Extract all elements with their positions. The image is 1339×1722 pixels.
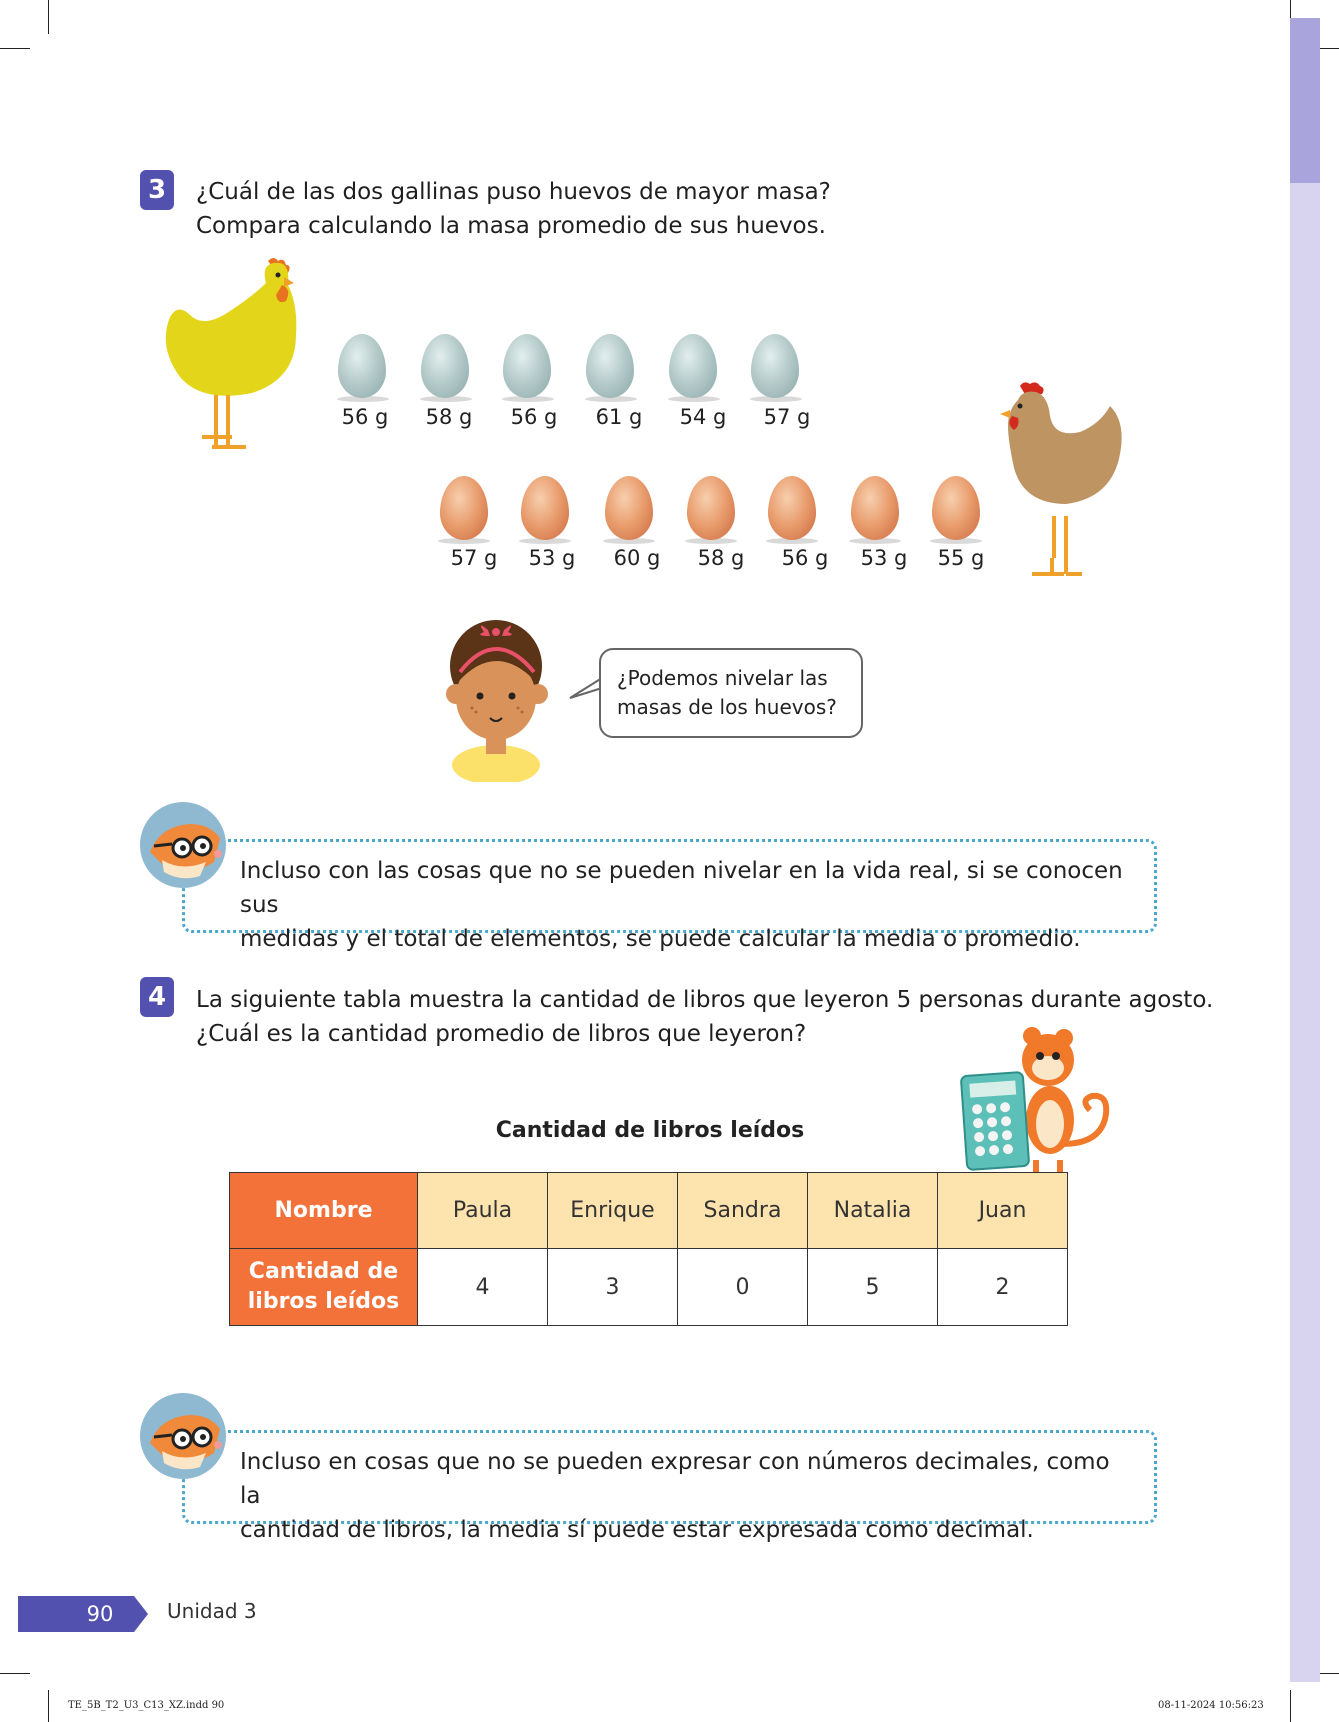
table-cell-count: 0 [678, 1249, 808, 1326]
brown-egg [687, 476, 735, 540]
print-timestamp: 08-11-2024 10:56:23 [1158, 1700, 1264, 1711]
speech-line: masas de los huevos? [617, 695, 837, 719]
brown-egg [605, 476, 653, 540]
crop-mark [48, 0, 49, 34]
brown-hen-illustration [996, 382, 1136, 582]
egg-mass-label: 61 g [595, 405, 643, 429]
question-line: Compara calculando la masa promedio de sus huevos. [196, 213, 826, 239]
crop-mark [48, 1690, 49, 1722]
question-line: ¿Cuál es la cantidad promedio de libros que leyeron? [196, 1021, 807, 1047]
blue-egg [503, 334, 551, 398]
egg-mass-label: 53 g [528, 546, 576, 570]
table-cell-name: Enrique [548, 1173, 678, 1249]
blue-egg [586, 334, 634, 398]
brown-egg [440, 476, 488, 540]
crop-mark [1290, 1690, 1291, 1722]
egg-mass-label: 57 g [450, 546, 498, 570]
exercise-3-question [196, 175, 831, 243]
crop-mark [0, 1673, 30, 1674]
question-line: ¿Cuál de las dos gallinas puso huevos de mayor masa? [196, 179, 831, 205]
girl-character-illustration [438, 620, 558, 782]
egg-mass-label: 54 g [679, 405, 727, 429]
fox-mascot-icon [140, 802, 226, 888]
question-line: La siguiente tabla muestra la cantidad de libros que leyeron 5 personas durante agosto. [196, 987, 1214, 1013]
info-line: Incluso en cosas que no se pueden expresar con números decimales, como la [240, 1449, 1110, 1509]
row-header-count [230, 1249, 418, 1326]
unit-label: Unidad 3 [167, 1599, 257, 1623]
speech-line: ¿Podemos nivelar las [617, 666, 828, 690]
egg-mass-label: 57 g [763, 405, 811, 429]
info-line: Incluso con las cosas que no se pueden nivelar en la vida real, si se conocen sus [240, 858, 1123, 918]
page-edge-tab [1290, 18, 1320, 183]
egg-mass-label: 55 g [937, 546, 985, 570]
monkey-calculator-illustration [952, 1024, 1122, 1174]
egg-mass-label: 58 g [697, 546, 745, 570]
brown-egg [932, 476, 980, 540]
brown-egg [851, 476, 899, 540]
table-cell-count: 4 [418, 1249, 548, 1326]
fox-mascot-icon [140, 1393, 226, 1479]
exercise-4-badge: 4 [140, 977, 174, 1017]
egg-mass-label: 53 g [860, 546, 908, 570]
info-line: cantidad de libros, la media sí puede estar expresada como decimal. [240, 1517, 1034, 1543]
table-row [230, 1249, 1068, 1326]
row-header-name: Nombre [230, 1173, 418, 1249]
table-cell-count: 3 [548, 1249, 678, 1326]
egg-mass-label: 56 g [781, 546, 829, 570]
blue-egg [338, 334, 386, 398]
blue-egg [751, 334, 799, 398]
page-edge-band [1290, 18, 1320, 1682]
page-number: 90 [86, 1602, 114, 1626]
table-cell-count: 2 [938, 1249, 1068, 1326]
table-cell-count: 5 [808, 1249, 938, 1326]
table-cell-name: Natalia [808, 1173, 938, 1249]
speech-bubble [599, 648, 863, 738]
table-cell-name: Paula [418, 1173, 548, 1249]
egg-mass-label: 60 g [613, 546, 661, 570]
info-note-box [182, 1430, 1157, 1543]
egg-mass-label: 58 g [425, 405, 473, 429]
egg-mass-label: 56 g [510, 405, 558, 429]
crop-mark [0, 48, 30, 49]
books-table [229, 1172, 1068, 1326]
mascot-avatar [140, 1393, 226, 1479]
mascot-avatar [140, 802, 226, 888]
blue-egg [421, 334, 469, 398]
row-header-line: Cantidad de [248, 1259, 399, 1284]
blue-egg [669, 334, 717, 398]
brown-egg [768, 476, 816, 540]
exercise-3-badge: 3 [140, 170, 174, 210]
info-line: medidas y el total de elementos, se puede calcular la media o promedio. [240, 926, 1081, 952]
table-row [230, 1173, 1068, 1249]
file-slug: TE_5B_T2_U3_C13_XZ.indd 90 [68, 1700, 225, 1711]
row-header-line: libros leídos [247, 1289, 400, 1314]
egg-mass-label: 56 g [341, 405, 389, 429]
table-cell-name: Juan [938, 1173, 1068, 1249]
table-cell-name: Sandra [678, 1173, 808, 1249]
yellow-hen-illustration [158, 255, 298, 455]
brown-egg [521, 476, 569, 540]
info-note-box [182, 839, 1157, 952]
table-title: Cantidad de libros leídos [495, 1118, 805, 1143]
